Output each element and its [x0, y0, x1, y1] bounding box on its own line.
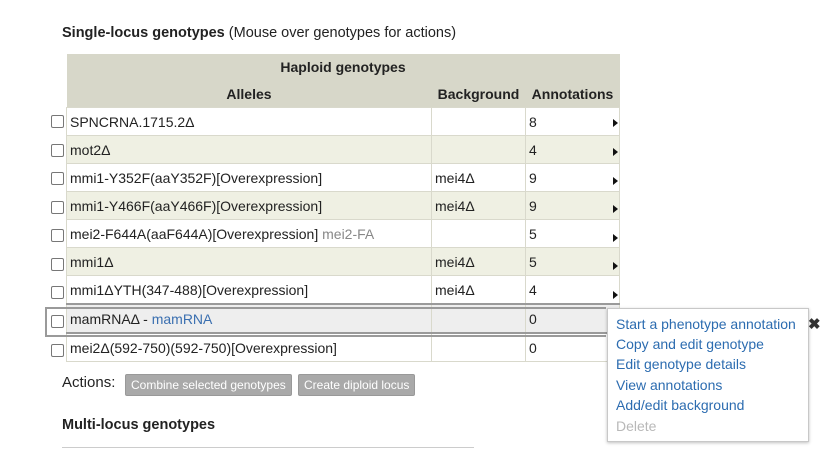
- background-cell: [432, 108, 526, 136]
- table-row[interactable]: [67, 220, 620, 248]
- col-header-background: Background: [432, 80, 526, 108]
- annotations-cell: 4: [526, 136, 620, 164]
- background-cell: mei4Δ: [432, 192, 526, 220]
- col-header-alleles: Alleles: [67, 80, 432, 108]
- allele-cell: mmi1-Y352F(aaY352F)[Overexpression]: [67, 164, 432, 192]
- background-cell: [432, 136, 526, 164]
- table-row[interactable]: [67, 276, 620, 305]
- close-icon[interactable]: ✖: [808, 316, 821, 333]
- allele-cell: SPNCRNA.1715.2Δ: [67, 108, 432, 136]
- row-actions-arrow-icon[interactable]: [613, 262, 618, 270]
- menu-item-edit-genotype-details[interactable]: Edit genotype details: [616, 356, 746, 372]
- table-row[interactable]: [67, 248, 620, 276]
- allele-cell: mamRNAΔ - mamRNA: [67, 304, 432, 333]
- row-actions-arrow-icon[interactable]: [613, 148, 618, 156]
- table-row[interactable]: [67, 192, 620, 220]
- row-checkbox[interactable]: [51, 201, 64, 214]
- row-checkbox[interactable]: [51, 172, 64, 185]
- annotations-cell: 5: [526, 248, 620, 276]
- allele-cell: mei2-F644A(aaF644A)[Overexpression] mei2-FA: [67, 220, 432, 248]
- annotations-cell: 9: [526, 164, 620, 192]
- allele-synonym: mei2-FA: [322, 225, 375, 242]
- create-diploid-button[interactable]: Create diploid locus: [298, 374, 415, 396]
- allele-cell: mei2Δ(592-750)(592-750)[Overexpression]: [67, 333, 432, 362]
- genotype-actions-menu: [607, 308, 809, 442]
- row-actions-arrow-icon[interactable]: [613, 177, 618, 185]
- menu-item-start-phenotype-annotation[interactable]: Start a phenotype annotation: [616, 316, 796, 332]
- section-heading: [62, 25, 456, 41]
- row-checkbox[interactable]: [51, 258, 64, 271]
- allele-cell: mmi1-Y466F(aaY466F)[Overexpression]: [67, 192, 432, 220]
- annotations-cell: 9: [526, 192, 620, 220]
- annotations-cell: 8: [526, 108, 620, 136]
- row-checkbox[interactable]: [51, 286, 64, 299]
- menu-item-delete: Delete: [616, 418, 657, 434]
- annotations-cell: 5: [526, 220, 620, 248]
- row-checkbox[interactable]: [51, 229, 64, 242]
- allele-cell: mmi1ΔYTH(347-488)[Overexpression]: [67, 276, 432, 305]
- section-hint: (Mouse over genotypes for actions): [228, 25, 457, 41]
- annotations-cell: 0: [526, 304, 620, 333]
- gene-link[interactable]: mamRNA: [151, 310, 213, 327]
- divider: [62, 447, 474, 448]
- annotations-cell: 0: [526, 333, 620, 362]
- section-title: Single-locus genotypes: [62, 25, 225, 41]
- multi-locus-heading: Multi-locus genotypes: [62, 417, 216, 433]
- background-cell: mei4Δ: [432, 164, 526, 192]
- group-header: Haploid genotypes: [67, 54, 620, 80]
- row-checkbox[interactable]: [51, 115, 64, 128]
- menu-item-add-edit-background[interactable]: Add/edit background: [616, 397, 745, 413]
- combine-genotypes-button[interactable]: Combine selected genotypes: [125, 374, 292, 396]
- row-actions-arrow-icon[interactable]: [613, 119, 618, 127]
- col-header-annotations: Annotations: [526, 80, 620, 108]
- background-cell: [432, 333, 526, 362]
- allele-cell: mmi1Δ: [67, 248, 432, 276]
- table-row[interactable]: [67, 164, 620, 192]
- row-actions-arrow-icon[interactable]: [613, 291, 618, 299]
- menu-item-view-annotations[interactable]: View annotations: [616, 377, 723, 393]
- table-row[interactable]: [67, 333, 620, 362]
- background-cell: mei4Δ: [432, 276, 526, 305]
- table-row[interactable]: [67, 108, 620, 136]
- row-checkbox[interactable]: [51, 144, 64, 157]
- allele-cell: mot2Δ: [67, 136, 432, 164]
- row-actions-arrow-icon[interactable]: [613, 234, 618, 242]
- row-actions-arrow-icon[interactable]: [613, 205, 618, 213]
- actions-label: Actions:: [62, 374, 116, 391]
- annotations-cell: 4: [526, 276, 620, 305]
- background-cell: mei4Δ: [432, 248, 526, 276]
- background-cell: [432, 220, 526, 248]
- selected-row-highlight: [45, 307, 606, 337]
- row-checkbox[interactable]: [51, 315, 64, 328]
- table-row[interactable]: [67, 136, 620, 164]
- row-checkbox[interactable]: [51, 344, 64, 357]
- menu-item-copy-edit-genotype[interactable]: Copy and edit genotype: [616, 336, 764, 352]
